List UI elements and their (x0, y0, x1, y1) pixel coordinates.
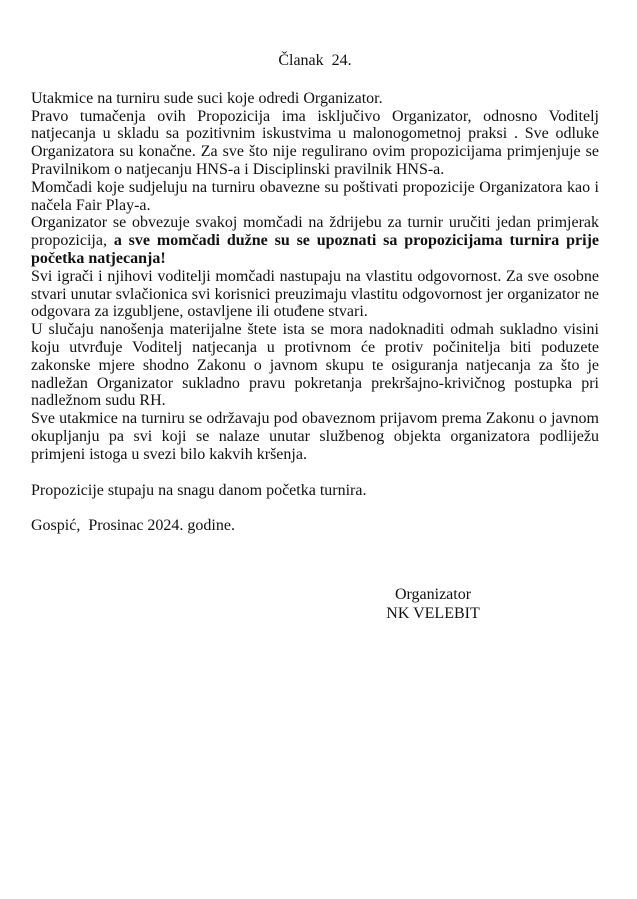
document-body (31, 90, 599, 464)
closing-line: Propozicije stupaju na snagu danom početka turnira. (31, 481, 367, 499)
signature-block (333, 585, 533, 623)
paragraph-copy-obligation-bold: a sve momčadi dužne su se upoznati sa propozicijama turnira prije početka natjecanja! (31, 232, 599, 267)
place-date-line: Gospić, Prosinac 2024. godine. (31, 517, 235, 535)
paragraph-own-responsibility: Svi igrači i njihovi voditelji momčadi nastupaju na vlastitu odgovornost. Za sve osobne stvari unutar svlačionica svi korisnici preuzimaju vlastitu odgovornost jer organizator ne odgovara za izgubljene, ostavljene ili otuđene stvari. (31, 267, 599, 321)
paragraph-interpretation: Pravo tumačenja ovih Propozicija ima isključivo Organizator, odnosno Voditelj natjecanja u skladu sa pozitivnim iskustvima u malonogometnoj praksi . Sve odluke Organizatora su konačne. Za sve što nije regulirano ovim propozicijama primjenjuje se Pravilnikom o natjecanju HNS-a i Disciplinski pravilnik HNS-a. (31, 107, 599, 178)
signature-name: NK VELEBIT (386, 605, 480, 623)
paragraph-material-damage: U slučaju nanošenja materijalne štete ista se mora nadoknaditi odmah sukladno visini koju utvrđuje Voditelj natjecanja u protivnom će protiv počinitelja biti poduzete zakonske mjere shodno Zakonu o javnom skupu te osiguranja natjecanja za što je nadležan Organizator sukladno pravu pokretanja prekršajno-krivičnog postupka pri nadležnom sudu RH. (31, 321, 599, 410)
paragraph-public-gathering: Sve utakmice na turniru se održavaju pod obaveznom prijavom prema Zakonu o javnom okupljanju pa svi koji se nalaze unutar službenog objekta organizatora podliježu primjeni istoga u svezi bilo kakvih kršenja. (31, 410, 599, 463)
article-heading: Članak 24. (278, 52, 352, 69)
signature-role: Organizator (394, 586, 472, 604)
paragraph-referees: Utakmice na turniru sude suci koje odredi Organizator. (31, 89, 383, 107)
paragraph-copy-obligation-normal: Organizator se obvezuje svakoj momčadi na ždrijebu za turnir uručiti jedan primjerak propozicija, (31, 214, 599, 250)
paragraph-copy-obligation (31, 214, 599, 267)
paragraph-fair-play: Momčadi koje sudjeluju na turniru obavezne su poštivati propozicije Organizatora kao i načela Fair Play-a. (31, 178, 599, 214)
